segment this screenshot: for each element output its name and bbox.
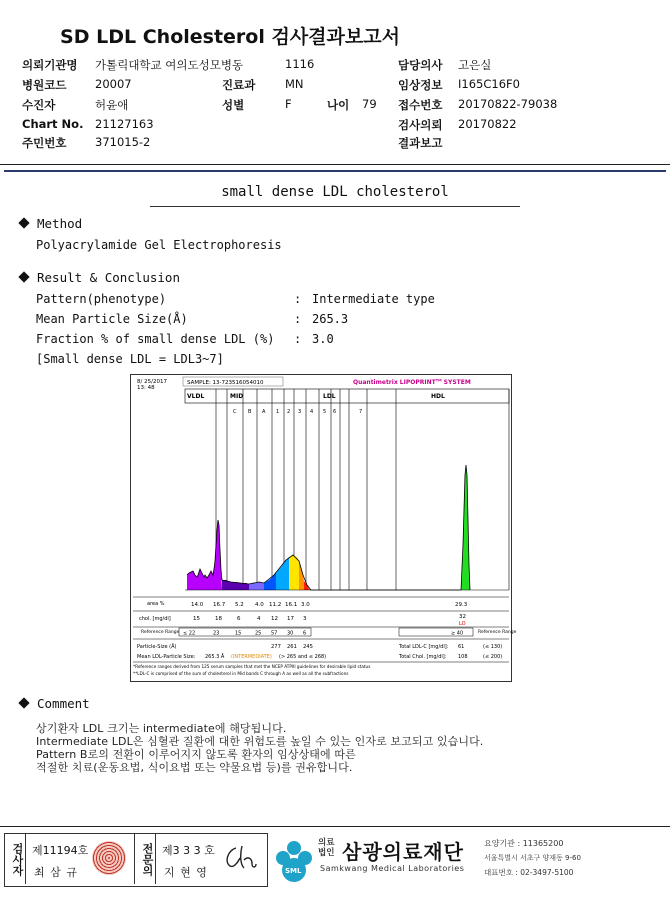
particle-value: 245: [303, 644, 313, 650]
ref-right-label: Reference Range: [478, 630, 517, 635]
rrn-value: 371015-2: [95, 135, 151, 149]
total-ldl-value: 61: [458, 644, 465, 650]
particle-label: Particle-Size (Å): [137, 644, 177, 650]
mid-band-label: C: [233, 409, 237, 415]
chart-brand-tm: TM: [435, 378, 442, 383]
particle-value: 261: [287, 644, 297, 650]
mean-ranges: (> 265 and ≤ 268): [279, 654, 327, 660]
header-institution: [22, 57, 78, 73]
receipt-label: 접수번호: [398, 98, 443, 112]
ref-value: 6: [303, 630, 307, 637]
chol-value: 18: [215, 616, 222, 622]
band-ldl: LDL: [323, 393, 336, 400]
diamond-bullet-icon: [18, 697, 29, 708]
examiner-name: 최 삼 규: [34, 866, 78, 879]
sex-label: 성별: [222, 98, 245, 112]
chol-hdl-flag: LO: [459, 621, 466, 627]
chol-value: 15: [193, 616, 200, 622]
result-row-label: Mean Particle Size(Å): [36, 312, 188, 326]
clinical-label: 임상정보: [398, 78, 443, 92]
method-heading: [20, 216, 82, 231]
specialist-signature: [222, 842, 258, 874]
mean-value: 265.3 Å: [205, 654, 225, 660]
ldl-band-label: 7: [359, 409, 363, 415]
chart-date: 8/ 25/2017: [137, 379, 167, 385]
chart-footnote-1: *Reference ranges derived from 125 serum samples that met the NCEP ATPIII guidelines for desirable lipid status: [133, 664, 371, 669]
specialist-label: 전문의: [134, 834, 156, 884]
ref-label: Reference Range: [141, 630, 180, 635]
chart-time: 13: 48: [137, 385, 155, 391]
ref-value: 23: [213, 630, 220, 637]
sml-logo: [272, 836, 316, 884]
sex-value: F: [285, 97, 292, 111]
org-name: 삼광의료재단: [342, 840, 464, 864]
institution-value: 가톨릭대학교 여의도성모병동: [95, 58, 244, 72]
ldl-band-label: 2: [287, 409, 291, 415]
ref-hdl: ≥ 40: [451, 630, 464, 637]
ref-value: 30: [287, 630, 294, 637]
area-value: 4.0: [255, 602, 264, 608]
chol-value: 4: [257, 616, 261, 622]
age-value: 79: [362, 97, 377, 111]
method-text: Polyacrylamide Gel Electrophoresis: [36, 238, 282, 252]
patient-label: 수진자: [22, 98, 56, 112]
org-address: 서울특별시 서초구 양재동 9-60: [484, 854, 581, 862]
diamond-bullet-icon: [18, 217, 29, 228]
total-chol-ref: (≤ 200): [483, 654, 503, 660]
receipt-value: 20170822-79038: [458, 97, 558, 111]
result-heading-text: Result & Conclusion: [37, 270, 180, 285]
row-chol-label: chol. [mg/dl]: [139, 616, 171, 622]
result-row-sep: :: [294, 292, 302, 306]
institution-code: 1116: [285, 57, 315, 71]
age-label: 나이: [327, 98, 350, 112]
band-mid: MID: [230, 393, 244, 400]
area-value: 3.0: [301, 602, 310, 608]
ldl-band-label: 6: [333, 409, 337, 415]
section-title: small dense LDL cholesterol: [221, 184, 449, 200]
ref-value: 57: [271, 630, 278, 637]
values-table: [133, 597, 517, 676]
lipoprint-svg: [131, 375, 517, 681]
patient-value: 허윤애: [95, 98, 129, 112]
comment-heading-text: Comment: [37, 696, 90, 711]
ldl-band-label: 3: [298, 409, 302, 415]
chol-value: 12: [271, 616, 278, 622]
result-row-sep: :: [294, 332, 302, 346]
org-type: 의료법인: [318, 838, 335, 858]
total-chol-value: 108: [458, 654, 468, 660]
result-row-value: 3.0: [312, 332, 334, 346]
section-rule-bottom: [150, 206, 520, 207]
org-en: Samkwang Medical Laboratories: [320, 864, 465, 873]
chart-no-label: Chart No.: [22, 117, 84, 131]
band-labels: [233, 409, 362, 415]
total-ldl-ref: (≤ 130): [483, 644, 503, 650]
report-title: SD LDL Cholesterol 검사결과보고서: [60, 26, 400, 48]
result-row-label: Fraction % of small dense LDL (%): [36, 332, 275, 346]
chart-brand-suffix: SYSTEM: [441, 379, 471, 386]
chart-no-value: 21127163: [95, 117, 154, 131]
mean-label: Mean LDL-Particle Size:: [137, 654, 196, 660]
ref-value: 15: [235, 630, 242, 637]
method-heading-text: Method: [37, 216, 83, 231]
lipoprint-chart: [130, 374, 517, 682]
band-hdl: HDL: [431, 393, 445, 400]
hospital-code-value: 20007: [95, 77, 132, 91]
examiner-label: 검사자: [5, 834, 26, 884]
chart-sample: SAMPLE: 13-723516054010: [187, 380, 264, 386]
comment-line: 상기환자 LDL 크기는 intermediate에 해당됩니다.: [36, 722, 287, 735]
org-code: 요양기관 : 11365200: [484, 839, 564, 848]
diamond-bullet-icon: [18, 271, 29, 282]
institution-label: 의뢰기관명: [22, 58, 78, 72]
chol-value: 3: [303, 616, 307, 622]
area-values: [191, 602, 310, 608]
ldl-band-label: 4: [310, 409, 314, 415]
particle-value: 277: [271, 644, 281, 650]
area-value: 5.2: [235, 602, 244, 608]
request-label: 검사의뢰: [398, 118, 443, 132]
area-value: 14.0: [191, 602, 204, 608]
ref-value: 25: [255, 630, 262, 637]
result-heading: [20, 270, 180, 285]
result-row-label: Pattern(phenotype): [36, 292, 167, 306]
rrn-label: 주민번호: [22, 136, 67, 150]
area-hdl: 29.3: [455, 602, 468, 608]
result-row-value: 265.3: [312, 312, 349, 326]
hospital-code-label: 병원코드: [22, 78, 67, 92]
dept-value: MN: [285, 77, 304, 91]
ref-value: ≤ 22: [183, 630, 196, 637]
result-row-value: Intermediate type: [312, 292, 435, 306]
ldl-band-label: 1: [276, 409, 280, 415]
mid-band-label: A: [262, 409, 266, 415]
band-vldl: VLDL: [187, 393, 205, 400]
electrophoresis-curve: [185, 465, 509, 590]
specialist-name: 지 현 영: [164, 866, 208, 879]
chart-brand: [353, 379, 471, 387]
report-label: 결과보고: [398, 136, 443, 150]
comment-heading: [20, 696, 90, 711]
chol-values: [193, 616, 307, 622]
row-area-label: area %: [147, 601, 165, 607]
examiner-seal: [92, 841, 126, 875]
area-value: 16.1: [285, 602, 298, 608]
doctor-value: 고은실: [458, 58, 492, 72]
dept-label: 진료과: [222, 78, 256, 92]
chart-brand-name: Quantimetrix LIPOPRINT: [353, 379, 436, 386]
examiner-no: 제11194호: [32, 844, 89, 857]
chol-hdl: 32: [459, 614, 466, 620]
footer-divider: [0, 826, 670, 827]
org-tel: 대표번호 : 02-3497-5100: [484, 868, 574, 877]
comment-line: Intermediate LDL은 심혈관 질환에 대한 위험도를 높일 수 있는 인자로 보고되고 있습니다.: [36, 735, 484, 748]
chol-value: 6: [237, 616, 241, 622]
header-divider: [0, 164, 670, 165]
mid-band-label: B: [248, 409, 252, 415]
ldl-band-label: 5: [323, 409, 327, 415]
section-rule-top: [4, 170, 666, 172]
specialist-no: 제3 3 3 호: [162, 844, 215, 857]
total-ldl-label: Total LDL-C [mg/dl]:: [399, 644, 449, 650]
total-chol-label: Total Chol. [mg/dl]:: [399, 654, 447, 660]
result-note: [Small dense LDL = LDL3~7]: [36, 352, 224, 366]
particle-values: [271, 644, 313, 650]
comment-line: Pattern B로의 전환이 이루어지지 않도록 환자의 임상상태에 따른: [36, 748, 356, 761]
clinical-value: I165C16F0: [458, 77, 520, 91]
sml-logo-text: SML: [285, 867, 302, 875]
ref-values: [183, 631, 306, 637]
area-value: 16.7: [213, 602, 226, 608]
request-value: 20170822: [458, 117, 517, 131]
doctor-label: 담당의사: [398, 58, 443, 72]
comment-line: 적절한 치료(운동요법, 식이요법 또는 약물요법 등)를 권유합니다.: [36, 761, 353, 774]
chart-footnote-2: **LDL-C is comprised of the sum of cholesterol in Mid bands C through A as well as all the subfractions: [133, 671, 349, 676]
chol-value: 17: [287, 616, 294, 622]
area-value: 11.2: [269, 602, 282, 608]
mean-type: (INTERMEDIATE): [231, 654, 272, 660]
result-row-sep: :: [294, 312, 302, 326]
